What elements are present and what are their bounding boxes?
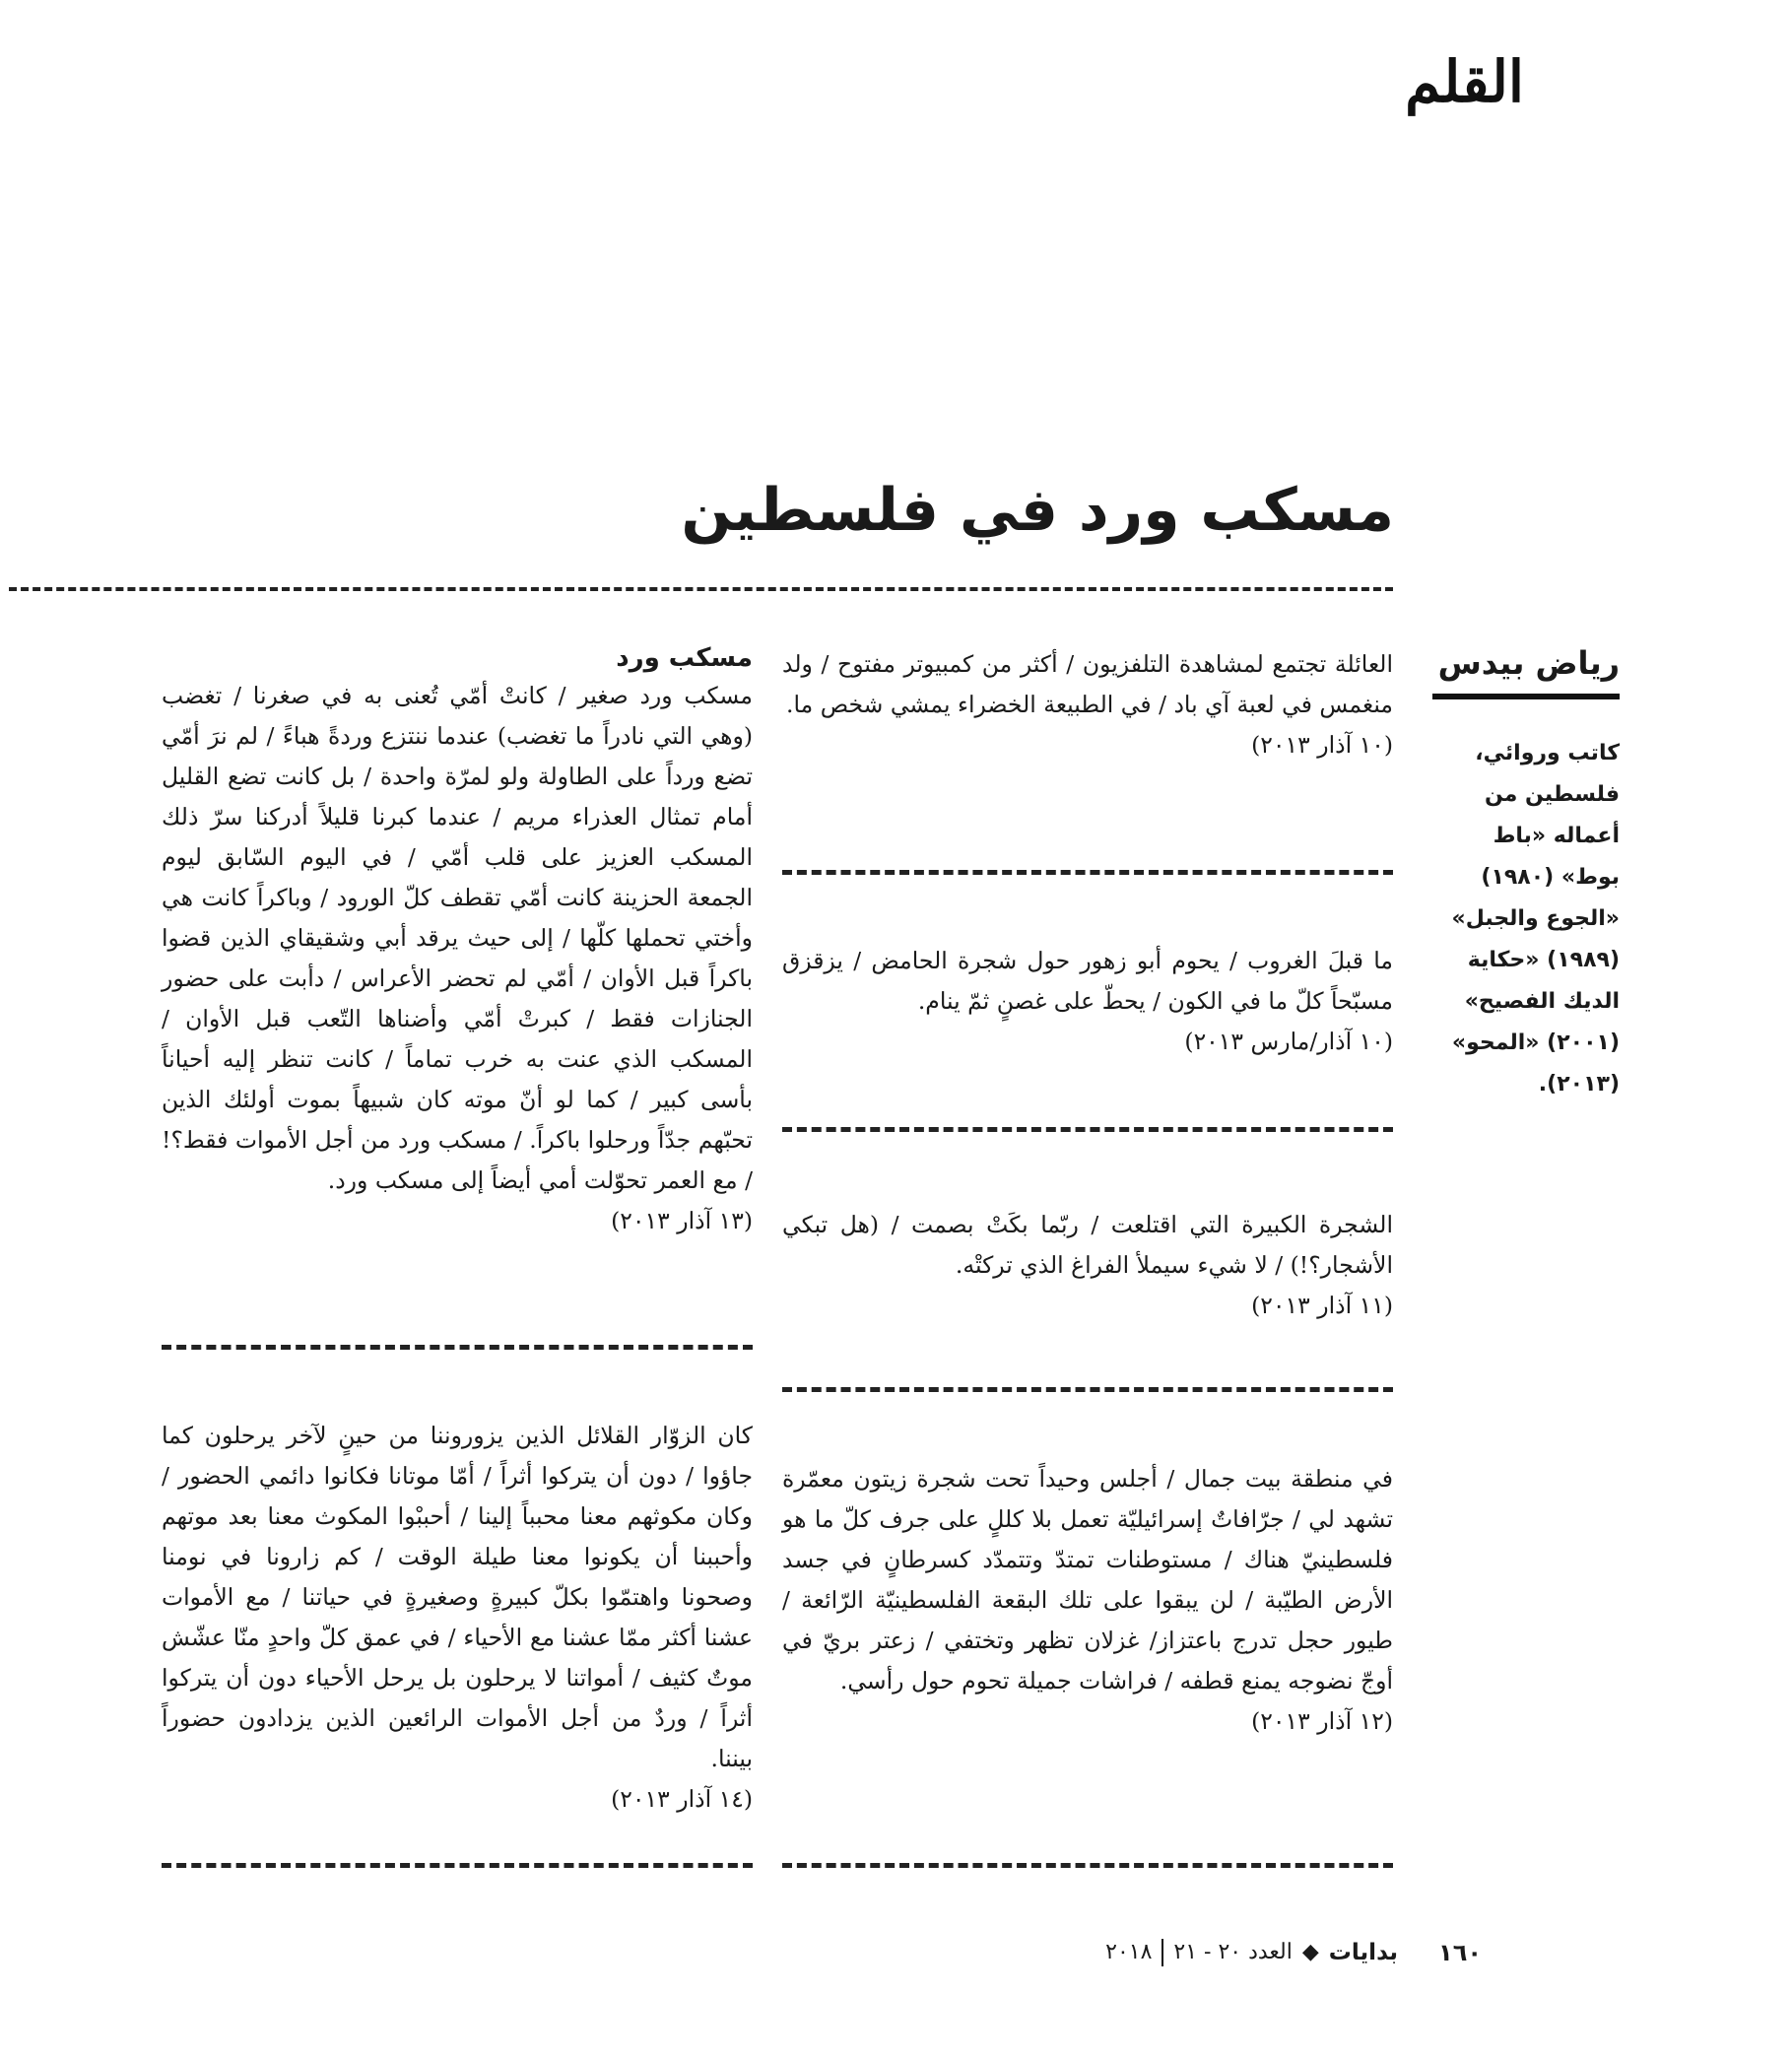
entry-text: في منطقة بيت جمال / أجلس وحيداً تحت شجرة زيتون معمّرة تشهد لي / جرّافاتٌ إسرائيليّة تعمل بلا كللٍ على جرف كلّ ما هو فلسطينيّ هناك / مستوطنات تمتدّ وتتمدّد كسرطانٍ في جسد الأرض الطيّبة / لن يبقوا على تلك البقعة الفلسطينيّة الرّائعة / طيور حجل تدرج باعتزاز/ غزلان تظهر وتختفي / زعتر بريّ في أوجّ نضوجه يمنع قطفه / فراشات جميلة تحوم حول رأسي. [782,1465,1393,1695]
entry-block [782,1459,1393,1742]
entry-date: (١٣ آذار ٢٠١٣) [611,1207,753,1234]
entry-date: (١٠ آذار/مارس ٢٠١٣) [1184,1028,1393,1055]
entry-block [162,640,753,1241]
author-name: رياض بيدس [1432,642,1620,699]
magazine-logo [1405,48,1524,156]
entry-divider [782,1863,1393,1868]
page-footer [984,1931,1398,1974]
entry-text: ما قبلَ الغروب / يحوم أبو زهور حول شجرة الحامض / يزقزق مسبّحاً كلّ ما في الكون / يحطّ على غصنٍ ثمّ ينام. [782,947,1393,1015]
entry-heading: مسكب ورد [616,643,753,673]
author-bio: كاتب وروائي، فلسطين من أعماله «باط بوط» (١٩٨٠) «الجوع والجبل» (١٩٨٩) «حكاية الديك الفصيح» (٢٠٠١) «المحو» (٢٠١٣). [1451,741,1620,1096]
entry-divider [162,1345,753,1350]
footer-issue: العدد ٢٠ - ٢١ [1173,1940,1293,1964]
entry-date: (١١ آذار ٢٠١٣) [1251,1292,1393,1319]
footer-separator [1161,1939,1163,1966]
footer-year: ٢٠١٨ [1105,1940,1153,1964]
entry-divider [162,1863,753,1868]
entry-text: كان الزوّار القلائل الذين يزوروننا من حينٍ لآخر يرحلون كما جاؤوا / دون أن يتركوا أثراً / أمّا موتانا فكانوا دائمي الحضور / وكان مكوثهم معنا محبباً إلينا / أحببْوا المكوث معنا بعد موتهم وأحببنا أن يكونوا معنا طيلة الوقت / كم زارونا في نومنا وصحونا واهتمّوا بكلّ كبيرةٍ وصغيرةٍ في حياتنا / مع الأموات عشنا أكثر ممّا عشنا مع الأحياء / في عمق كلّ واحدٍ منّا عشّش موتٌ كثيف / أمواتنا لا يرحلون بل يرحل الأحياء دون أن يتركوا أثراً / وردٌ من أجل الأموات الرائعين الذين يزدادون حضوراً بيننا. [162,1422,753,1772]
entry-block [782,644,1393,765]
entry-text: مسكب ورد صغير / كانتْ أمّي تُعنى به في صغرنا / تغضب (وهي التي نادراً ما تغضب) عندما ننتزع وردةً هباءً / لم نرَ أمّي تضع ورداً على الطاولة ولو لمرّة واحدة / بل كانت تضع القليل أمام تمثال العذراء مريم / عندما كبرنا قليلاً أدركنا سرّ ذلك المسكب العزيز على قلب أمّي / في اليوم السّابق ليوم الجمعة الحزينة كانت أمّي تقطف كلّ الورود / وباكراً كانت هي وأختي تحملها كلّها / إلى حيث يرقد أبي وشقيقاي الذين قضوا باكراً قبل الأوان / أمّي لم تحضر الأعراس / دأبت على حضور الجنازات فقط / كبرتْ أمّي وأضناها التّعب قبل الأوان / المسكب الذي عنت به خرب تماماً / كانت تنظر إليه أحياناً بأسى كبير / كما لو أنّ موته كان شبيهاً بموت أولئك الذين تحبّهم جدّاً ورحلوا باكراً. / مسكب ورد من أجل الأموات فقط؟! / مع العمر تحوّلت أمي أيضاً إلى مسكب ورد. [162,682,753,1194]
title-divider [9,587,1393,591]
article-title: مسكب ورد في فلسطين [681,476,1394,545]
entry-block [782,941,1393,1062]
entry-divider [782,1127,1393,1132]
logo-text: القلم [1405,48,1524,115]
entry-date: (١٠ آذار ٢٠١٣) [1251,731,1393,759]
page-number: ١٦٠ [1438,1939,1482,1966]
entry-block [782,1205,1393,1326]
entry-date: (١٤ آذار ٢٠١٣) [611,1785,753,1813]
entry-block [162,1416,753,1820]
entry-text: العائلة تجتمع لمشاهدة التلفزيون / أكثر من كمبيوتر مفتوح / ولد منغمس في لعبة آي باد / في الطبيعة الخضراء يمشي شخص ما. [782,650,1393,718]
entry-divider [782,870,1393,875]
diamond-icon: ◆ [1301,1940,1319,1964]
entry-text: الشجرة الكبيرة التي اقتلعت / ربّما بكَتْ بصمت / (هل تبكي الأشجار؟!) / لا شيء سيملأ الفراغ الذي تركتْه. [782,1211,1393,1279]
author-sidebar [1432,642,1620,1105]
footer-magazine: بدايات [1328,1940,1398,1965]
entry-date: (١٢ آذار ٢٠١٣) [1251,1707,1393,1735]
entry-divider [782,1387,1393,1392]
